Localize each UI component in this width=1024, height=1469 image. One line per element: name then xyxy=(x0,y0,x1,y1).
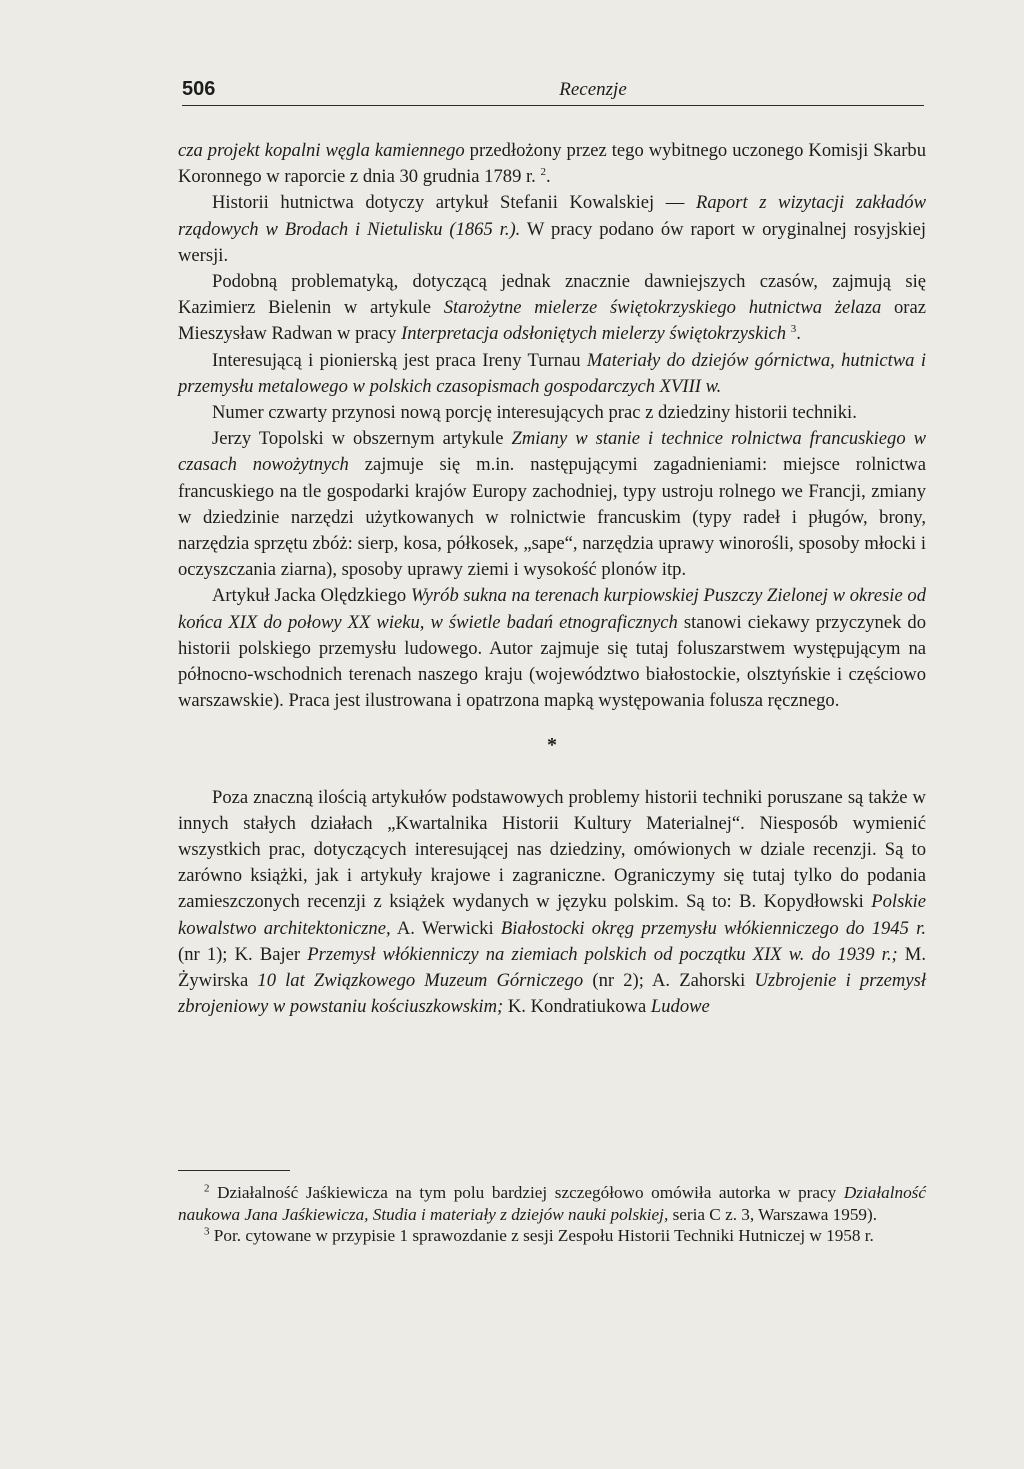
text-run: Interesującą i pionierską jest praca Ireny Turnau xyxy=(212,349,587,371)
text-run: zajmuje się m.in. następującymi zagadnieniami: miejsce rolnictwa francuskiego na tle gospodarki krajów Europy zachodniej, typy ustroju rolnego we Francji, zmiany w dziedzinie narzędzi użytkowanych w rolnictwie francuskim (typy radeł i pługów, brony, narzędzia sprzętu zbóż: sierp, kosa, półkosek, „sape“, narzędzia uprawy winorośli, sposoby młocki i oczyszczania ziarna), sposoby uprawy ziemi i wysokość plonów itp. xyxy=(178,454,926,581)
text-run: Działalność Jaśkiewicza na tym polu bardziej szczegółowo omówiła autorka w pracy xyxy=(209,1183,844,1202)
text-run: . xyxy=(796,323,801,345)
footnote-1 xyxy=(178,1182,926,1225)
text-run: Historii hutnictwa dotyczy artykuł Stefanii Kowalskiej — xyxy=(212,192,696,214)
footnote-marker: 3 xyxy=(790,323,797,336)
footnote-marker: 3 xyxy=(204,1225,210,1238)
italic-run: Przemysł włókienniczy na ziemiach polskich od początku XIX w. do 1939 r.; xyxy=(307,943,898,965)
italic-run: Białostocki okręg przemysłu włókienniczego do 1945 r. xyxy=(500,917,926,939)
text-section-1 xyxy=(178,138,926,714)
italic-run: cza xyxy=(178,140,208,161)
text-run: oraz Mieszysław Radwan w pracy xyxy=(178,297,926,345)
italic-run: projekt kopalni węgla kamiennego xyxy=(207,140,465,161)
running-title: Recenzje xyxy=(559,79,627,100)
paragraph-6 xyxy=(178,426,926,583)
text-run: stanowi ciekawy przyczynek do historii polskiego przemysłu ludowego. Autor zajmuje się tutaj foluszarstwem występującym na północno-wschodnich terenach naszego kraju (województwo białostockie, olsztyńskie i częściowo warszawskie). Praca jest ilustrowana i opatrzona mapką występowania folusza ręcznego. xyxy=(178,611,927,712)
paragraph-1 xyxy=(178,138,926,190)
italic-run: Interpretacja odsłoniętych mielerzy świętokrzyskich xyxy=(401,323,787,345)
italic-run: Wyrób sukna na terenach kurpiowskiej Puszczy Zielonej w okresie od końca XIX do połowy XX wieku, w świetle badań etnograficznych xyxy=(178,585,926,633)
paragraph-section2-1 xyxy=(178,785,926,1021)
text-run: Jerzy Topolski w obszernym artykule xyxy=(212,428,512,450)
italic-run: Uzbrojenie i przemysł zbrojeniowy w powstaniu kościuszkowskim; xyxy=(178,970,926,1018)
paragraph-2 xyxy=(178,190,926,269)
text-run: M. Żywirska xyxy=(178,943,926,992)
text-run: Poza znaczną ilością artykułów podstawowych problemy historii techniki poruszane są także w innych stałych działach „Kwartalnika Historii Kultury Materialnej“. Niesposób wymienić wszystkich prac, dotyczących interesującej nas dziedziny, omówionych w dziale recenzji. Są to zarówno książki, jak i artykuły krajowe i zagraniczne. Ograniczymy się tutaj tylko do podania zamieszczonych recenzji z książek wydanych w języku polskim. Są to: B. Kopydłowski xyxy=(178,786,926,913)
text-run: (nr 2); A. Zahorski xyxy=(583,970,755,992)
text-section-2 xyxy=(178,785,926,1021)
italic-run: 10 lat Związkowego Muzeum Górniczego xyxy=(257,970,584,992)
text-run: . xyxy=(545,166,551,188)
italic-run: Starożytne mielerze świętokrzyskiego hutnictwa żelaza xyxy=(443,297,882,319)
paragraph-5 xyxy=(178,400,926,426)
italic-run: Ludowe xyxy=(650,996,710,1018)
italic-run: Raport z wizytacji zakładów rządowych w Brodach i Nietulisku (1865 r.). xyxy=(178,192,926,240)
footnote-marker: 2 xyxy=(540,166,546,179)
footnote-rule xyxy=(178,1170,290,1171)
italic-run: Materiały do dziejów górnictwa, hutnictwa i przemysłu metalowego w polskich czasopismach gospodarczych XVIII w. xyxy=(178,349,926,397)
main-text xyxy=(178,138,926,1021)
italic-run: Zmiany w stanie i technice rolnictwa francuskiego w czasach nowożytnych xyxy=(178,428,926,476)
text-run: przedłożony przez tego wybitnego uczonego Komisji Skarbu Koronnego w raporcie z dnia 30 grudnia 1789 r. xyxy=(178,140,926,188)
text-run: Numer czwarty przynosi nową porcję interesujących prac z dziedziny historii techniki. xyxy=(212,402,857,424)
text-run: Podobną problematyką, dotyczącą jednak znacznie dawniejszych czasów, zajmują się Kazimierz Bielenin w artykule xyxy=(178,271,926,319)
page-number: 506 xyxy=(182,78,216,100)
footnotes xyxy=(178,1182,926,1247)
header-rule xyxy=(182,105,924,106)
text-run: W pracy podano ów raport w oryginalnej rosyjskiej wersji. xyxy=(178,218,926,266)
text-run: Artykuł Jacka Olędzkiego xyxy=(212,585,411,607)
paragraph-4 xyxy=(178,348,926,400)
italic-run: Działalność naukowa Jana Jaśkiewicza, Studia i materiały z dziejów nauki polskiej, xyxy=(178,1183,926,1224)
footnote-2 xyxy=(178,1225,926,1247)
text-run: K. Kondratiukowa xyxy=(503,996,651,1018)
text-run: Por. cytowane w przypisie 1 sprawozdanie z sesji Zespołu Historii Techniki Hutniczej w 1958 r. xyxy=(209,1226,874,1245)
page-header xyxy=(182,78,924,106)
footnote-marker: 2 xyxy=(204,1182,210,1195)
text-run: (nr 1); K. Bajer xyxy=(178,943,308,965)
section-separator: * xyxy=(547,734,557,757)
text-run: A. Werwicki xyxy=(390,917,501,939)
italic-run: Polskie kowalstwo architektoniczne, xyxy=(178,891,926,939)
text-run: seria C z. 3, Warszawa 1959). xyxy=(668,1204,878,1224)
paragraph-3 xyxy=(178,269,926,348)
paragraph-7 xyxy=(178,583,926,714)
